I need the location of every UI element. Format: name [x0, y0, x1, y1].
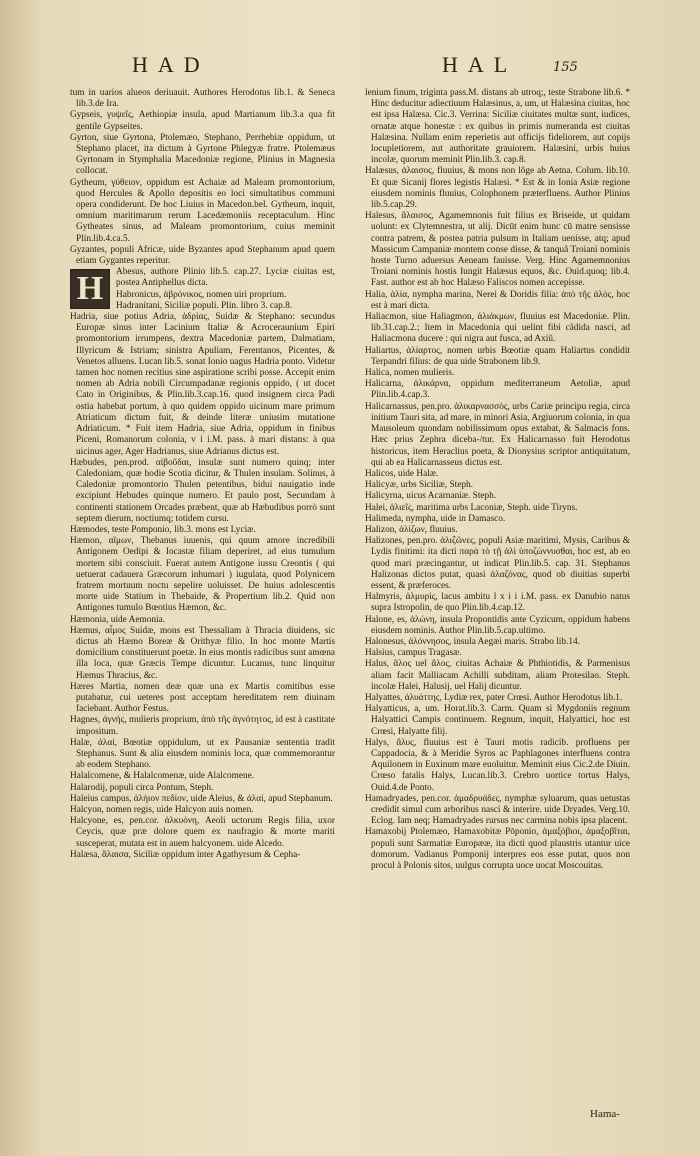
- catchword: Hama-: [590, 1108, 620, 1120]
- dictionary-entry: Halicarnassus, pen.pro. ἁλικαρνασσὸς, urbs Cariæ princìpu regia, circa initium Tauri sita, ad mare, in minori Asia, Argiuorum colonia, in qua Mausoleum quondam nobilissimum opus extabat, & Salmacis fons. Hæc prius Zephra diceba-/tur. Ex Halicarnasso fuit Herodotus historicus, item Heraclius poeta, & Dionysius scriptor antiquitatum, qui ab ea Halicarnasseus dictus est.: [365, 401, 630, 468]
- dictionary-entry: Halcyone, es, pen.cor. ἀλκυόνη, Aeoli uctorum Regis filia, uxor Ceycis, quæ præ dolore quem ex naufragio & morte mariti susceperat, mutata est in auem halcyonem. uide Alcedo.: [70, 816, 335, 849]
- dictionary-entry: Hamaxobij Ptolemæo, Hamaxobitæ Pōponio, ἁμαξόβιοι, ἁμαξοβῖται, populi sunt Sarmatiæ Europææ, ita dicti quod plaustris utantur uice domorum. Vadianus Pomponij interpres eos esse putat, quos non procul à Polonis sitos, uulgus corrupta uoce uocat Moscouitas.: [365, 827, 630, 872]
- dictionary-entry: Hæmus, αἷμος Suidæ, mons est Thessaliam à Thracia diuidens, sic dictus ab Hæmo Boreæ & Orithyæ filio. In hoc monte Martis domicilium constituerunt poetæ. In eius montis radicibus sunt amœna illa loca, quæ Græcis Tempe dicuntur. Lucanus, tunc linquitur Hæmus Thracius, &c.: [70, 625, 335, 681]
- right-entries: [365, 88, 630, 872]
- dictionary-entry: Halesus, ἅλαισος, Agamemnonis fuit filius ex Briseide, ut quidam uolunt: ex Clytemnestra, ut alij. Dicūt enim hunc cū matre sensisse contra patrem, & postea patria pulsum in Italiam uenisse, atq; apud Massicum Campaniæ montem conse disse, & tanquã Troiani nominis hoste Turno aduersus Aeneam fauisse. Verg. Hinc Agamemnonius Troiani nominis hostis Iungit Halæsus equos, &c. Ouid.quoq; lib.4. Fast. author est ab hoc Halæso Faliscos nomen accepisse.: [365, 211, 630, 289]
- dictionary-entry: Halicarna, ἁλικάρνα, oppidum mediterraneum Aetoliæ, apud Plin.lib.4.cap.3.: [365, 379, 630, 401]
- dictionary-entry: Abesus, authore Plinio lib.5. cap.27. Lyciæ ciuitas est, postea Antiphellus dicta.: [116, 267, 335, 289]
- dictionary-entry: Halizon, ἀλίζων, fluuius.: [365, 524, 458, 535]
- header-left: HAD: [132, 52, 210, 77]
- dictionary-entry: Haleius campus, ἀλήιον πεδίον, uide Aleius, & ἀλαί, apud Stephanum.: [70, 793, 333, 804]
- dictionary-entry: Haliacmon, siue Haliagmon, ἁλιάκμων, fluuius est Macedoniæ. Plin. lib.31.cap.2.; Item in Macedonia qui uelint fibi cãdida nasci, ad Haliacmona ducere : qui nigra aut fusca, ad Axiũ.: [365, 312, 630, 345]
- dictionary-entry: Halyatticus, a, um. Horat.lib.3. Carm. Quam si Mygdoniis regnum Halyattici Campis continuem. Regnum, inquit, Halyattici, hoc est Crœsi, Halyatte filij.: [365, 704, 630, 737]
- right-column: [365, 88, 630, 872]
- dictionary-entry: Halalcomene, & Halalcomenæ, uide Alalcomene.: [70, 771, 255, 782]
- dictionary-entry: Hæbudes, pen.prod. αἰβοῦδαι, insulæ sunt numero quinq; inter Caledoniam, quæ hodie Scotia dicitur, & Thulen insulam. Solinus, à Caledoniæ promontorio Thulen petentibus, bidui nauigatio inde excipiunt Hebudes quinque numero. Et paulo post, Secundam à continenti stationem Orcades præbent, quæ ab Hæbudibus porrò sunt septem dierum, noctiumq; totidem cursu.: [70, 457, 335, 524]
- dictionary-entry: Halimeda, nympha, uide in Damasco.: [365, 513, 506, 524]
- dictionary-entry: Halei, ἁλιεῖς, maritima urbs Laconiæ, Steph. uide Tiryns.: [365, 502, 578, 513]
- initial-entries: [70, 267, 335, 312]
- dictionary-entry: Gyzantes, populi Africæ, uide Byzantes apud Stephanum apud quem etiam Gygantes reperitur.: [70, 244, 335, 267]
- dictionary-entry: Gytheum, γύθειον, oppidum est Achaiæ ad Maleam promontorium, quod Hercules & Apollo depositis eo loci simultatibus communi opera condiderunt. De hoc Liuius in Macedon.bel. Gytheum, inquit, omnium maritimarum rerum Lacedæmoniis receptaculum. Hinc Gytheates sinus, ad Maleam promontorium, cuius meminit Plin.lib.4.ca.5.: [70, 177, 335, 244]
- running-header: [0, 52, 700, 82]
- dictionary-entry: tum in uarios alueos deriuauit. Authores Herodotus lib.1. & Seneca lib.3.de Ira.: [70, 88, 335, 110]
- dictionary-entry: Habronicus, ἁβρόνικος, nomen uiri proprium.: [116, 289, 287, 300]
- dictionary-entry: Hamadryades, pen.cor. ἁμαδρυάδες, nymphæ syluarum, quas uetustas credidit simul cum arboribus nasci & interire. uide Dryades. Verg.10. Eclog. Iam neq; Hamadryades rursus nec carmina nobis ipsa placent.: [365, 793, 630, 827]
- dictionary-entry: Gypseis, γυψεῖς, Aethiopiæ insula, apud Martianum lib.3.a qua fit gentile Gypseites.: [70, 110, 335, 132]
- dictionary-entry: Hæmonia, uide Aemonia.: [70, 614, 166, 625]
- dictionary-entry: Hadria, siue potius Adria, ἀδρίας, Suidæ & Stephano: secundus Europæ sinus inter Lacinium Italiæ & Acroceraunium Epiri promontorium irrumpens, dextra Macedoniæ partem, Dalmatiam, Illyricum & Istriam; sinistra Apuliam, Ferentanos, Picentes, & Venetos alluens. Lucan lib.5. sonat Ionio uagus Hadria ponto. Videtur tamen hoc nomen recitius sine aspiratione scribi posse. Accepit enim nomen ab Adria nobili Circumpadanæ regionis oppido, ( ut docet Cato in Originibus, & Plin.lib.3.cap.16. quod insignem circa Padi ostia habebat portum, à quo quidem oppido uicinum mare primum Atriaticum dictum fuit, & deinde literæ uniusim mutatione Adriaticum. * Fuit item Hadria, siue Adria, oppidum in finibus Piceni, Romanorum colonia, v i i.M. pass. à mari distans: à qua uicinus ager, Ager Hadrianus, siue Adrianus dictus est.: [70, 312, 335, 457]
- dictionary-entry: Hadranitani, Siciliæ populi. Plin. libro 3. cap.8.: [116, 300, 293, 311]
- dictionary-entry: Halæ, ἁλαί, Bœotiæ oppidulum, ut ex Pausaniæ sententia tradit Stephanus. Sunt & alia eiusdem nominis loca, quæ commemorantur ab eodem Stephano.: [70, 737, 335, 771]
- dictionary-entry: Hæmodes, teste Pomponio, lib.3. mons est Lyciæ.: [70, 524, 256, 535]
- dictionary-entry: Halicos, uide Halæ.: [365, 468, 439, 479]
- left-entries-2: [70, 312, 335, 861]
- header-right: HAL: [442, 52, 518, 77]
- left-column: [70, 88, 335, 861]
- dictionary-entry: Halizones, pen.pro. ἁλιζῶνες, populi Asiæ maritimi, Mysis, Caribus & Lydis finitimi: ita dicti παρὰ τὸ τῇ ἁλὶ ὑποζώννυσθαι, hoc est, ab eo quod mari præcingantur, ut indicat Plin.lib.5. cap. 31. Stephanus Halizonas dictos putat, quasi ἀλαζόνας, quod ob diuitias superbi essent, & præferoces.: [365, 536, 630, 591]
- dictionary-entry: Halys, ἅλυς, fluuius est è Tauri motis radicib. profluens per Cappadocia, & à Meridie Syros ac Paphlagones interfluens contra Aquilonem in Euxinum mare euoluitur. Meminit eius Cic.2.de Diuin. Crœso fatalis Halys, Lucan.lib.3. Crebro uortice tortus Halys, Ouid.4.de Ponto.: [365, 737, 630, 793]
- dictionary-entry: Gyrton, siue Gyrtona, Ptolemæo, Stephano, Perrhebiæ oppidum, ut Stephano placet, ita dictum à Gyrtone Phlegyæ fratre. Ptolemæus Gyrtonam in Stymphalia Macedoniæ regione, Plinius in Magnesia collocat.: [70, 132, 335, 177]
- decorated-initial: H: [70, 269, 110, 309]
- dictionary-entry: Hæmon, αἵμων, Thebanus iuuenis, qui quum amore incredibili Antigonem Oedipi & Iocastæ filiam deperiret, ad eius tumulum mortem sibi consciuit. Fuerat autem Antigone iussu Creontis ( qui uetuerat cadauera Græcorum inhumari ) iugulata, quod Polynicem fratrem mortuum noctu sepelire uoluisset. De huius adolescentis morte uide Statium in Thebaide, & Propertium lib.2. Quid non Antigones tumulo Bœotius Hæmon, &c.: [70, 536, 335, 614]
- dictionary-entry: Halonesus, ἁλόννησος, insula Aegæi maris. Strabo lib.14.: [365, 636, 580, 647]
- dictionary-entry: Halsius, campus Tragasæ.: [365, 648, 462, 659]
- dictionary-entry: Halmyris, ἁλμυρὶς, lacus ambitu l x i i i.M. pass. ex Danubio natus supra Istropolin, de quo Plin.lib.4.cap.12.: [365, 592, 630, 614]
- left-entries: [70, 88, 335, 267]
- dictionary-entry: Halicyæ, urbs Siciliæ, Steph.: [365, 480, 473, 491]
- dictionary-entry: Halcyon, nomen regis, uide Halcyon auis nomen.: [70, 805, 254, 815]
- dictionary-entry: Haliartus, ἁλίαρτος, nomen urbis Bœotiæ quam Haliartus condidit Terpandri filius: de qua uide Strabonem lib.9.: [365, 345, 630, 367]
- dictionary-entry: Halarodij, populi circa Pontum, Steph.: [70, 782, 214, 793]
- dictionary-entry: Halæsa, ἅλαισα, Siciliæ oppidum inter Agathyrsum & Cepha-: [70, 849, 301, 860]
- dictionary-entry: Halone, es, ἁλώνη, insula Propontidis ante Cyzicum, oppidum habens eiusdem nominis. Author Plin.lib.5.cap.ultimo.: [365, 614, 630, 636]
- dictionary-entry: Halus, ἅλος uel ἅλος, ciuitas Achaiæ & Phthiotidis, & Parmenisus aliam facit Malliacam Achilli subditam, aliam Protesilao. Steph. incolæ Halei, Halusij, uel Halij dicuntur.: [365, 659, 630, 692]
- dictionary-entry: Halicyrna, uicus Acarnaniæ. Steph.: [365, 491, 497, 502]
- dictionary-entry: Hæres Martia, nomen deæ quæ una ex Martis comitibus esse putabatur, cui ueteres post acceptam hereditatem rem diuinam faciebant. Author Festus.: [70, 681, 335, 715]
- dictionary-entry: Hagnes, ἀγνής, mulieris proprium, ἀπὸ τῆς ἁγνότητος, id est à castitate impositum.: [70, 715, 335, 737]
- dictionary-entry: Halia, ἁλία, nympha marina, Nerei & Doridis filia: ἀπὸ τῆς ἁλὸς, hoc est à mari dicta.: [365, 289, 630, 311]
- dictionary-entry: Halyattes, ἀλυάττης, Lydiæ rex, pater Crœsi. Author Herodotus lib.1.: [365, 692, 623, 703]
- dictionary-entry: Halæsus, ἁλαισος, fluuius, & mons non lõge ab Aetna. Colum. lib.10. Et quæ Sicanij flores legistis Halæsi. * Est & in Ionia Asiæ regione eiusdem nominis fluuius, Colophonem præterfluens. Author Plinius lib.5.cap.29.: [365, 166, 630, 211]
- dictionary-entry: lenium finum, triginta pass.M. distans ab utroq;, teste Strabone lib.6. * Hinc deducitur adiectiuum Halæsinus, a, um, ut Halæsina ciuitas, hoc est ipsa Halæsa. Cic.3. Verrina: Siciliæ ciuitates multæ sunt, iudices, ornatæ atque honestæ : ex quibus in primis numeranda est ciuitas Halæsina. Nullam enim reperietis aut officijs fideliorem, aut copijs locupletiorem, aut authoritate grauiorem. Halæsini, urbis huius incolæ, quorum meminit Plin.lib.3. cap.8.: [365, 88, 630, 166]
- page-number: 155: [553, 60, 578, 75]
- dictionary-entry: Halica, nomen mulieris.: [365, 368, 455, 379]
